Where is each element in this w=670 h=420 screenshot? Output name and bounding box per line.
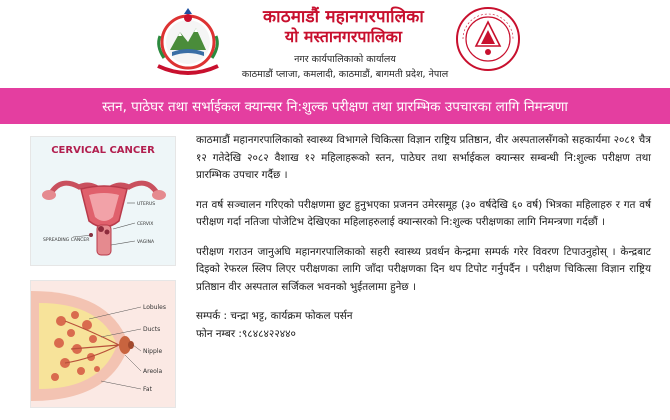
label-ducts: Ducts	[143, 326, 161, 333]
label-spreading-cancer: SPREADING CANCER	[43, 238, 90, 243]
label-fat: Fat	[143, 386, 152, 393]
contact-phone: फोन नम्बर :९८४८४२२४४०	[196, 327, 296, 340]
breast-anatomy-icon	[31, 281, 177, 409]
invitation-banner	[0, 88, 670, 124]
label-cervix: CERVIX	[137, 222, 154, 227]
label-vagina: VAGINA	[137, 240, 155, 245]
label-areola: Areola	[143, 368, 163, 375]
label-lobules: Lobules	[143, 304, 167, 311]
letterhead	[0, 0, 670, 86]
contact-block	[196, 308, 651, 343]
office-name: नगर कार्यपालिकाको कार्यालय	[294, 54, 396, 65]
label-nipple: Nipple	[143, 348, 163, 355]
contact-person: सम्पर्क : चन्द्रा भट्ट, कार्यक्रम फोकल पर्सन	[196, 310, 353, 322]
paragraph-instructions: परीक्षण गराउन जानुअघि महानगरपालिकाको सहरी स्वास्थ्य प्रवर्धन केन्द्रमा सम्पर्क गरेर विवरण टिपाउनुहोस् । केन्द्रबाट दिइको रेफरल स्लिप लिएर परीक्षणका लागि जाँदा परीक्षणका दिन थप टिपोट गर्नुपर्दैन । परीक्षण चिकित्सा विज्ञान राष्ट्रिय प्रतिष्ठान वीर अस्पताल सर्जिकल भवनको भुईतलामा हुनेछ ।	[196, 245, 651, 293]
paragraph-program-intro: काठमाडौं महानगरपालिकाको स्वास्थ्य विभागले चिकित्सा विज्ञान राष्ट्रिय प्रतिष्ठान, वीर अस्पतालसँगको सहकार्यमा २०८१ चैत्र १२ गतेदेखि २०८२ वैशाख १२ महिलाहरूको स्तन, पाठेघर तथा सर्भाईकल क्यान्सर सम्बन्धी नि:शुल्क परीक्षण तथा प्रारम्भिक उपचार गर्दैछ ।	[196, 134, 651, 181]
paragraph-eligibility: गत वर्ष सञ्चालन गरिएको परीक्षणमा छुट हुनुभएका प्रजनन उमेरसमूह (३० वर्षदेखि ६० वर्ष) भित्रका महिलाहरु र गत वर्ष परीक्षण गर्दा नतिजा पोजेटिभ देखिएका महिलाहरुलाई क्यान्सरको नि:शुल्क परीक्षणका लागि निमन्त्रणा गर्दछौं ।	[196, 198, 651, 228]
cervical-cancer-title: CERVICAL CANCER	[51, 145, 155, 156]
municipality-title-script: यो मस्तानगरपालिका	[284, 27, 403, 46]
office-address: काठमाडौं प्लाजा, कमलादी, काठमाडौं, बागमती प्रदेश, नेपाल	[241, 69, 449, 80]
breast-anatomy-illustration	[30, 280, 176, 408]
notice-body	[196, 132, 651, 343]
municipality-seal-icon	[455, 6, 521, 72]
label-uterus: UTERUS	[137, 202, 156, 207]
banner-title: स्तन, पाठेघर तथा सर्भाईकल क्यान्सर नि:शुल्क परीक्षण तथा प्रारम्भिक उपचारका लागि निमन्त्रणा	[102, 99, 568, 115]
municipality-title: काठमाडौं महानगरपालिका	[263, 7, 424, 27]
cervical-cancer-illustration	[30, 136, 176, 266]
uterus-diagram-icon	[31, 137, 177, 267]
